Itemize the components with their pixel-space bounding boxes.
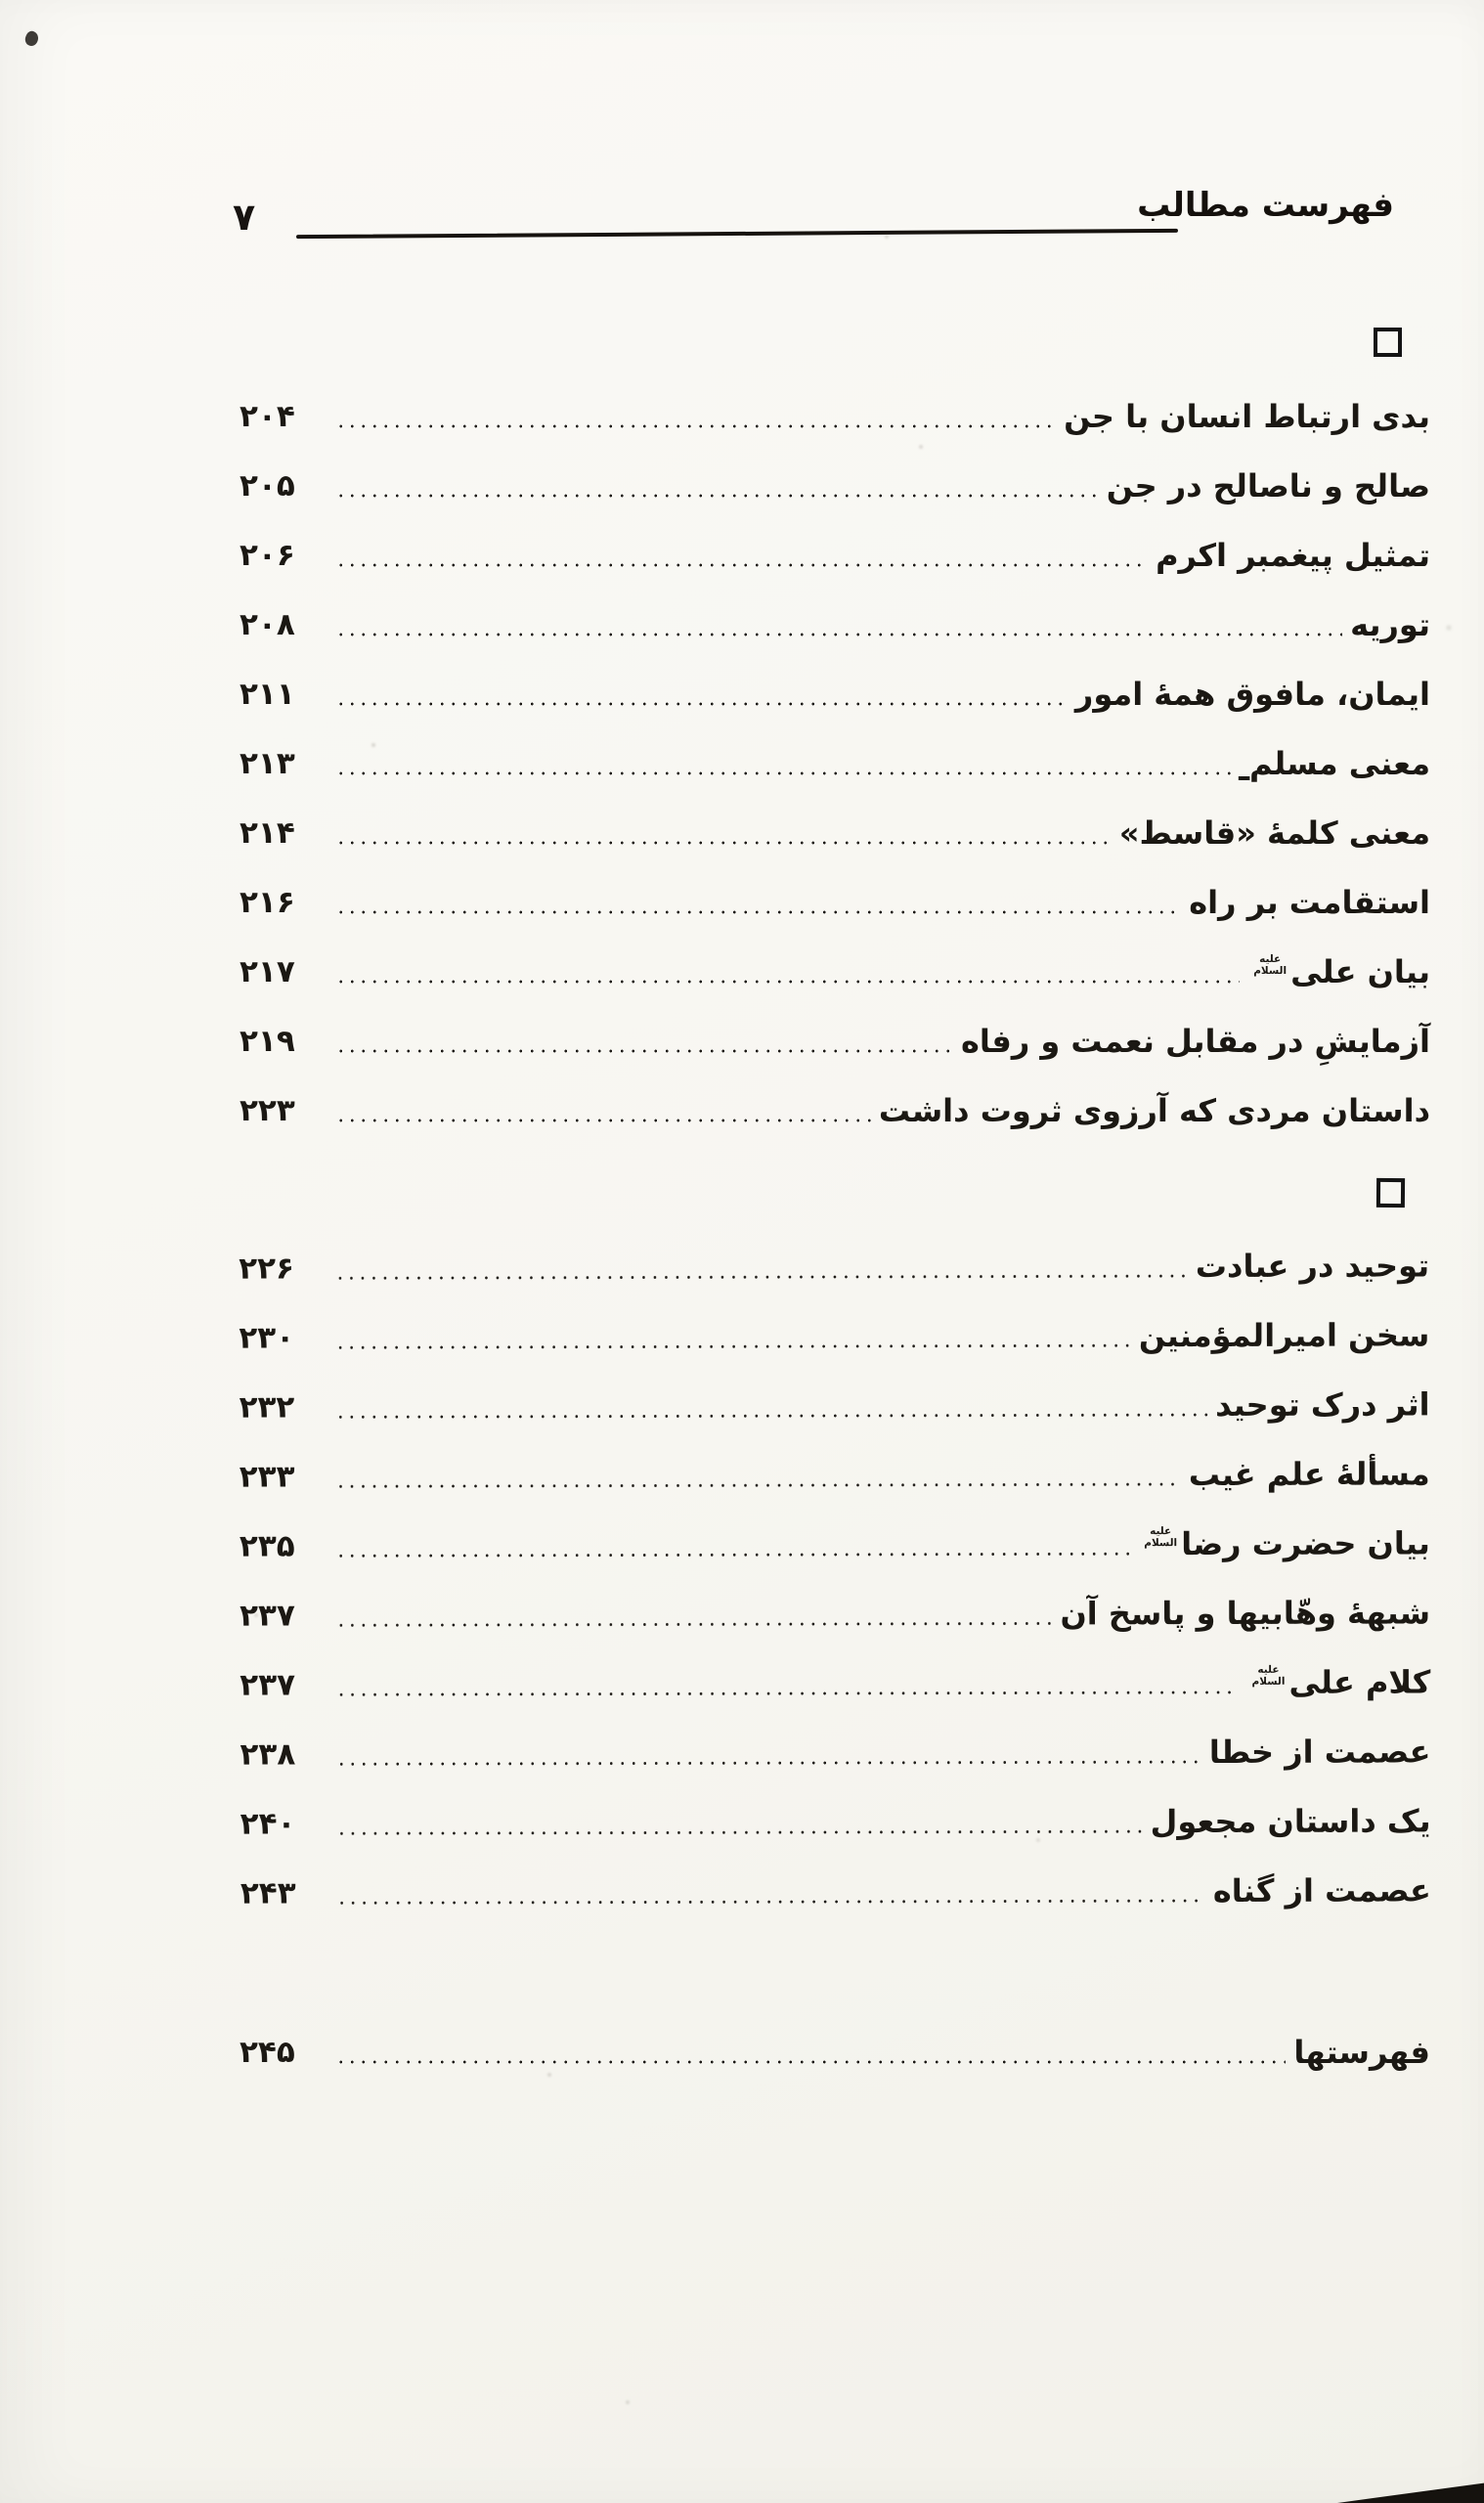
toc-entry [240, 451, 1430, 520]
toc-entry [240, 728, 1430, 798]
toc-entry [240, 798, 1430, 867]
toc-entry-title: شبههٔ وهّابیها و پاسخ آن [1060, 1593, 1431, 1632]
toc-entry-title: معنی کلمهٔ «قاسط» [1118, 813, 1430, 852]
toc-entry-page: ۲۱۳ [240, 745, 295, 781]
dot-leader [335, 1647, 1238, 1719]
toc-entry-title: بیان حضرت رضا [1181, 1523, 1430, 1562]
toc-entry [240, 867, 1430, 937]
toc-entry [240, 1508, 1430, 1580]
paper-noise [0, 0, 4, 4]
toc-entry [240, 381, 1430, 451]
toc-entry-page: ۲۳۸ [240, 1735, 296, 1773]
dot-leader [335, 798, 1112, 867]
dot-leader [334, 1370, 1207, 1441]
toc-entry [240, 520, 1430, 590]
toc-entry [240, 2017, 1430, 2086]
toc-entry-title: عصمت از خطا [1208, 1732, 1431, 1771]
dot-leader [334, 1231, 1188, 1302]
toc-entry-page: ۲۳۵ [239, 1527, 295, 1564]
toc-entry-page: ۲۲۶ [239, 1250, 294, 1287]
toc-footer-entry [240, 2017, 1430, 2086]
dot-leader [335, 381, 1056, 451]
toc-entry-page: ۲۱۶ [240, 884, 295, 920]
toc-entry-page: ۲۳۷ [240, 1666, 296, 1703]
toc-entry-page: ۲۱۴ [240, 814, 295, 851]
toc-entry-page: ۲۳۷ [240, 1597, 295, 1634]
dot-leader [335, 520, 1148, 590]
dot-leader [335, 1076, 871, 1145]
toc-entry-page: ۲۳۰ [239, 1319, 295, 1356]
dot-leader [335, 1578, 1053, 1649]
dot-leader [335, 1509, 1130, 1580]
dot-leader [335, 590, 1342, 659]
toc-entry-page: ۲۰۶ [240, 537, 295, 573]
dot-leader [335, 1439, 1181, 1511]
toc-entry-title: توریه [1350, 605, 1430, 643]
toc-entry-title: بدی ارتباط انسان با جن [1064, 397, 1430, 435]
toc-entry-title: استقامت بر راه [1189, 883, 1430, 921]
toc-entry [240, 659, 1430, 728]
toc-entry-title: صالح و ناصالح در جن [1106, 466, 1430, 505]
toc-entry-title: بیان علی [1290, 952, 1430, 990]
dot-leader [335, 2017, 1286, 2086]
section-marker-square [1376, 1178, 1405, 1208]
alayhessalam-seal: علیه السلام [1251, 1663, 1286, 1688]
toc-entry [240, 1076, 1430, 1145]
toc-entry-page: ۲۲۳ [240, 1092, 295, 1128]
dot-leader [334, 1300, 1131, 1372]
toc-entry-title: آزمایشِ در مقابل نعمت و رفاه [960, 1022, 1430, 1060]
toc-entry [240, 590, 1430, 659]
header-rule [296, 229, 1178, 239]
dot-leader [335, 728, 1231, 798]
dot-leader [335, 659, 1068, 728]
toc-entry-page: ۲۴۰ [240, 1805, 296, 1842]
section-marker-square [1374, 328, 1402, 357]
toc-entry-page: ۲۱۹ [240, 1023, 295, 1059]
toc-entry-title: عصمت از گناه [1212, 1870, 1431, 1910]
dot-leader [336, 1786, 1143, 1858]
toc-entry [240, 1577, 1430, 1649]
toc-entry [240, 1855, 1431, 1927]
toc-entry [240, 1647, 1430, 1719]
toc-entry-title: فهرستها [1293, 2033, 1430, 2071]
toc-entry-title: توحید در عبادت [1195, 1246, 1430, 1285]
page-number: ۷ [233, 196, 256, 239]
toc-entry-title: اثر درک توحید [1215, 1384, 1430, 1424]
dot-leader [335, 1006, 953, 1076]
toc-entry [240, 1438, 1430, 1511]
page-title: فهرست مطالب [1137, 186, 1394, 225]
toc-entry-page: ۲۰۴ [240, 398, 295, 434]
toc-entry [239, 1299, 1429, 1372]
toc-entry-page: ۲۴۵ [240, 2034, 295, 2070]
toc-entry-title: کلام علی [1288, 1662, 1431, 1701]
toc-entry [240, 1716, 1430, 1788]
toc-entry-title: ایمان، مافوق همهٔ امور [1074, 675, 1430, 713]
dot-leader [336, 1856, 1205, 1927]
toc-entry-title: یک داستان مجعول [1150, 1801, 1431, 1840]
toc-entry-page: ۲۳۳ [239, 1458, 295, 1495]
alayhessalam-seal: علیه السلام [1253, 952, 1288, 977]
toc-entry [239, 1230, 1429, 1302]
dash-mark: ـ [1239, 750, 1250, 788]
toc-entry-page: ۲۱۱ [240, 676, 295, 712]
toc-entry-page: ۲۰۵ [240, 467, 295, 504]
toc-entry-title: معنی مسلم [1249, 744, 1430, 782]
toc-entry [240, 1785, 1431, 1858]
alayhessalam-seal: علیه السلام [1144, 1525, 1178, 1549]
dot-leader [335, 937, 1240, 1006]
scan-corner-shadow [1337, 2480, 1484, 2503]
toc-entry-page: ۲۰۸ [240, 606, 295, 642]
toc-entry [240, 1006, 1430, 1076]
dot-leader [335, 1717, 1201, 1788]
toc-section-1 [240, 381, 1430, 1145]
toc-entry-page: ۲۱۷ [240, 953, 295, 989]
toc-entry-page: ۲۴۳ [240, 1874, 296, 1911]
toc-entry-title: سخن امیرالمؤمنین [1138, 1315, 1430, 1354]
toc-section-2 [239, 1230, 1431, 1927]
dot-leader [335, 867, 1181, 937]
toc-entry-title: داستان مردی که آرزوی ثروت داشت [878, 1091, 1430, 1129]
toc-entry [240, 937, 1430, 1006]
toc-entry-page: ۲۳۲ [239, 1388, 295, 1426]
toc-entry-title: تمثیل پیغمبر اکرم [1156, 536, 1430, 574]
toc-entry [239, 1369, 1429, 1441]
toc-entry-title: مسألهٔ علم غیب [1188, 1454, 1430, 1493]
scan-speck [22, 29, 40, 48]
dot-leader [335, 451, 1099, 520]
